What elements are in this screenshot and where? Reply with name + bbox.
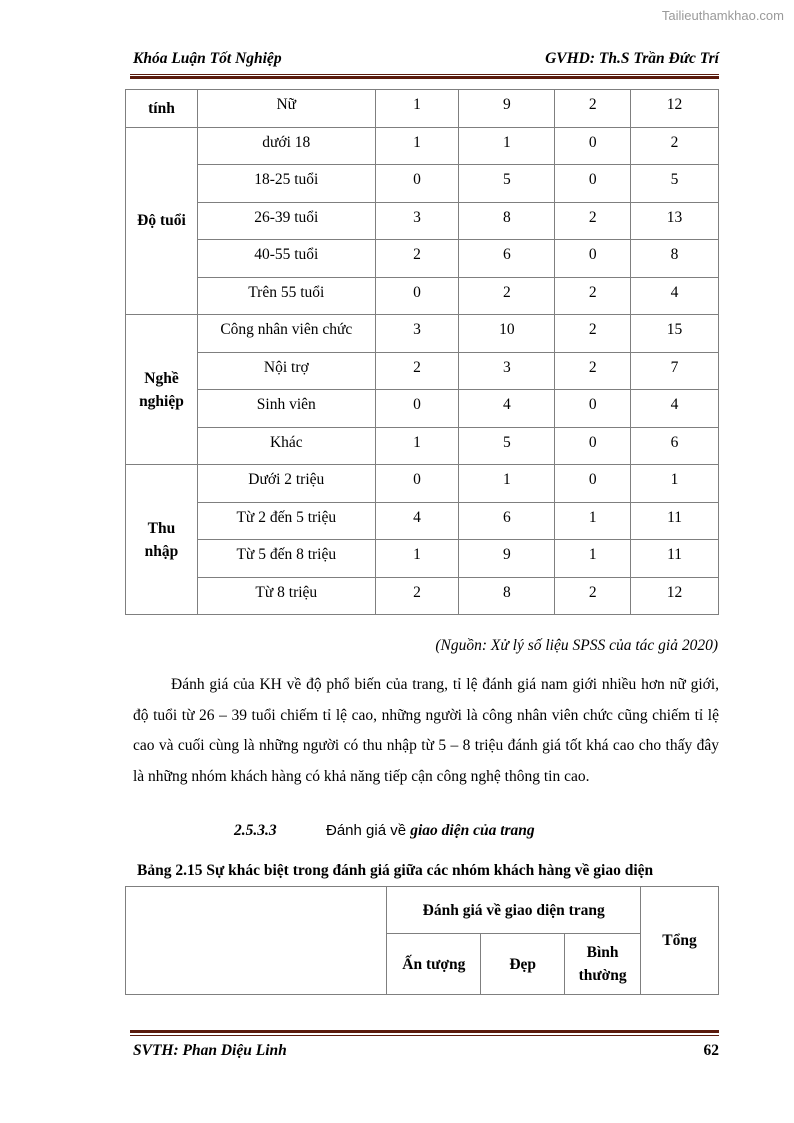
subgroup-cell: 26-39 tuổi [197,202,375,240]
value-cell: 0 [555,427,631,465]
value-cell: 9 [459,90,555,128]
interface-col-header: Bình thường [565,934,641,995]
value-cell: 0 [555,127,631,165]
value-cell: 3 [375,202,459,240]
subgroup-cell: Từ 8 triệu [197,577,375,615]
value-cell: 4 [459,390,555,428]
value-cell: 0 [375,390,459,428]
table-row [126,502,719,540]
interface-col-header: Ấn tượng [387,934,481,995]
value-cell: 0 [555,240,631,278]
page-header [133,50,719,70]
value-cell: 8 [459,577,555,615]
footer-rule-thick [130,1030,719,1033]
value-cell: 2 [555,352,631,390]
value-cell: 2 [555,315,631,353]
value-cell: 3 [459,352,555,390]
table-row [126,240,719,278]
table-row [126,390,719,428]
value-cell: 6 [459,240,555,278]
header-rule-thick [130,76,719,79]
subgroup-cell: Công nhân viên chức [197,315,375,353]
table-row [126,427,719,465]
table-caption: Bảng 2.15 Sự khác biệt trong đánh giá giữa các nhóm khách hàng về giao diện [137,862,654,879]
value-cell: 0 [555,390,631,428]
value-cell: 1 [459,127,555,165]
value-cell: 2 [555,577,631,615]
table-row [126,90,719,128]
table-row [126,202,719,240]
category-cell: Độ tuổi [126,127,198,315]
statistics-table [125,89,719,615]
value-cell: 5 [459,165,555,203]
value-cell: 1 [375,127,459,165]
value-cell: 12 [631,90,719,128]
value-cell: 4 [375,502,459,540]
value-cell: 5 [459,427,555,465]
value-cell: 3 [375,315,459,353]
table-row [126,315,719,353]
value-cell: 2 [375,240,459,278]
value-cell: 13 [631,202,719,240]
subgroup-cell: dưới 18 [197,127,375,165]
table-row [126,277,719,315]
table-row [126,165,719,203]
footer-author: SVTH: Phan Diệu Linh [133,1042,287,1059]
subgroup-cell: Nội trợ [197,352,375,390]
value-cell: 1 [555,540,631,578]
section-heading [234,822,535,840]
value-cell: 5 [631,165,719,203]
value-cell: 1 [375,427,459,465]
value-cell: 1 [375,90,459,128]
interface-total-header: Tổng [641,887,719,995]
value-cell: 2 [555,277,631,315]
footer-rule-thin [130,1035,719,1036]
value-cell: 8 [631,240,719,278]
section-title-part-a: Đánh giá về [326,822,411,839]
value-cell: 1 [555,502,631,540]
category-cell: tính [126,90,198,128]
subgroup-cell: Từ 5 đến 8 triệu [197,540,375,578]
subgroup-cell: Từ 2 đến 5 triệu [197,502,375,540]
table-row [126,577,719,615]
value-cell: 11 [631,540,719,578]
table-row [126,127,719,165]
value-cell: 7 [631,352,719,390]
page-number: 62 [703,1042,719,1059]
value-cell: 0 [375,465,459,503]
value-cell: 0 [555,465,631,503]
value-cell: 1 [631,465,719,503]
subgroup-cell: 40-55 tuổi [197,240,375,278]
section-number: 2.5.3.3 [234,822,277,839]
interface-col-header: Đẹp [481,934,565,995]
value-cell: 12 [631,577,719,615]
value-cell: 4 [631,277,719,315]
value-cell: 2 [555,202,631,240]
value-cell: 1 [375,540,459,578]
value-cell: 6 [631,427,719,465]
body-paragraph: Đánh giá của KH về độ phổ biến của trang, tỉ lệ đánh giá nam giới nhiều hơn nữ giới, độ tuổi từ 26 – 39 tuổi chiếm tỉ lệ cao, những người là công nhân viên chức cũng chiếm tỉ lệ cao và cuối cùng là những người có thu nhập từ 5 – 8 triệu đánh giá tốt khá cao cho thấy đây là những nhóm khách hàng có khả năng tiếp cận công nghệ thông tin cao. [133,676,719,785]
interface-group-header: Đánh giá về giao diện trang [387,887,641,934]
table-row [126,540,719,578]
watermark: Tailieuthamkhao.com [661,8,784,23]
value-cell: 2 [375,577,459,615]
value-cell: 0 [375,165,459,203]
header-rule-thin [130,74,719,75]
value-cell: 2 [555,90,631,128]
value-cell: 4 [631,390,719,428]
table-row [126,352,719,390]
category-cell: Thu nhập [126,465,198,615]
source-note: (Nguồn: Xử lý số liệu SPSS của tác giả 2020) [435,637,718,654]
interface-table [125,886,719,995]
header-title: Khóa Luận Tốt Nghiệp [133,50,282,67]
subgroup-cell: 18-25 tuổi [197,165,375,203]
section-title-part-b: giao diện của trang [410,822,535,839]
value-cell: 0 [555,165,631,203]
subgroup-cell: Sinh viên [197,390,375,428]
value-cell: 2 [459,277,555,315]
value-cell: 2 [375,352,459,390]
value-cell: 10 [459,315,555,353]
subgroup-cell: Trên 55 tuổi [197,277,375,315]
value-cell: 15 [631,315,719,353]
header-advisor: GVHD: Th.S Trần Đức Trí [545,50,719,67]
value-cell: 0 [375,277,459,315]
subgroup-cell: Dưới 2 triệu [197,465,375,503]
category-cell: Nghề nghiệp [126,315,198,465]
value-cell: 8 [459,202,555,240]
value-cell: 2 [631,127,719,165]
statistics-table-body [126,90,719,615]
table-row [126,465,719,503]
value-cell: 11 [631,502,719,540]
subgroup-cell: Nữ [197,90,375,128]
subgroup-cell: Khác [197,427,375,465]
value-cell: 9 [459,540,555,578]
value-cell: 6 [459,502,555,540]
interface-table-empty-cell [126,887,387,995]
value-cell: 1 [459,465,555,503]
